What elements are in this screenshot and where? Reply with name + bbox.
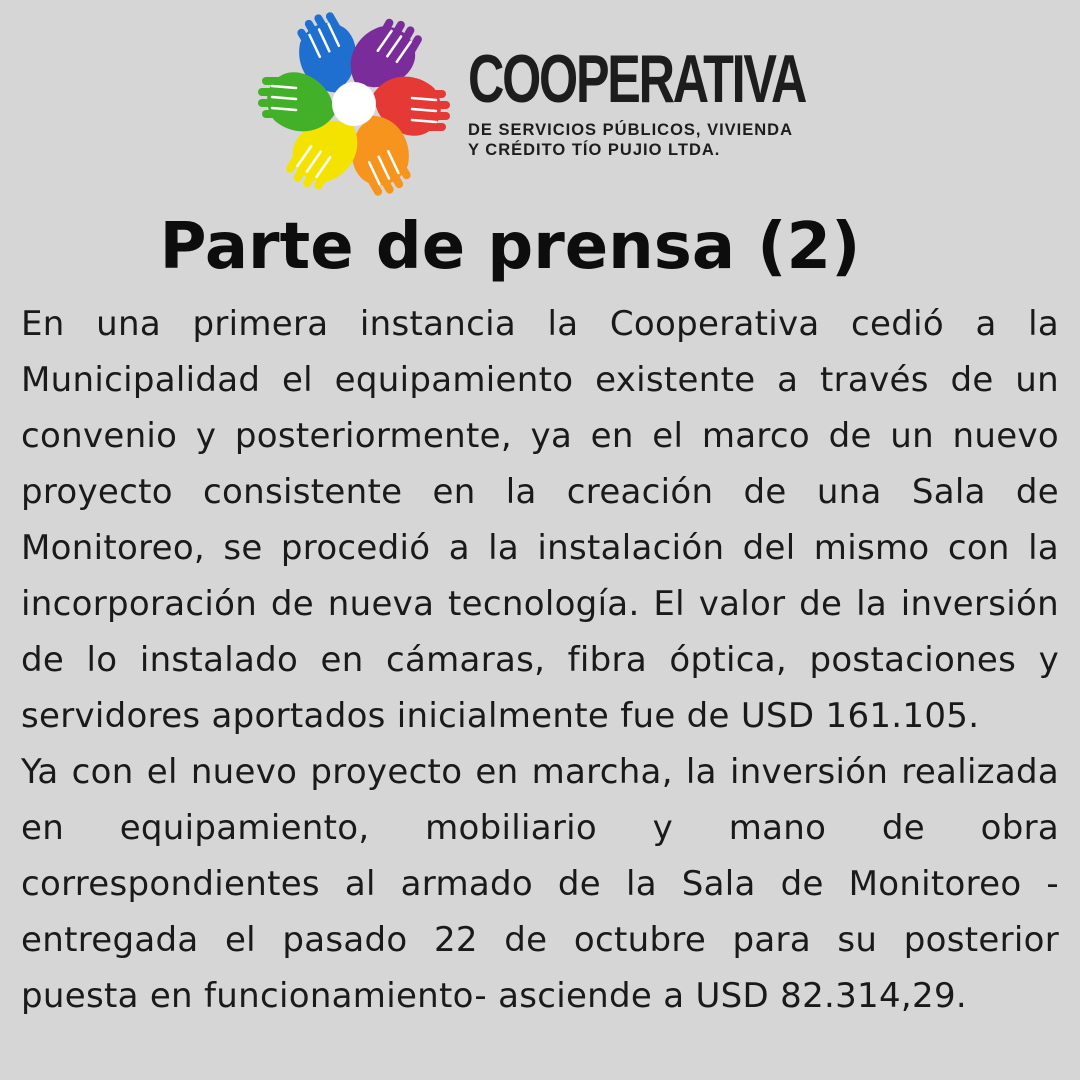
brand-name: COOPERATIVA [468, 41, 806, 117]
brand-subtitle-line1: DE SERVICIOS PÚBLICOS, VIVIENDA [468, 121, 794, 139]
brand-block [468, 41, 888, 160]
brand-subtitle-line2: Y CRÉDITO TÍO PUJIO LTDA. [468, 141, 721, 159]
paragraph-2: Ya con el nuevo proyecto en marcha, la inversión realizada en equipamiento, mobiliario y mano de obra correspondientes al armado de la Sala de Monitoreo -entregada el pasado 22 de octubre para su posterior puesta en funcionamiento- asciende a USD 82.314,29. [21, 752, 1059, 1016]
logo-center [332, 82, 376, 126]
paragraph-1: En una primera instancia la Cooperativa cedió a la Municipalidad el equipamiento existente a través de un convenio y posteriormente, ya en el marco de un nuevo proyecto consistente en la creación de una Sala de Monitoreo, se procedió a la instalación del mismo con la incorporación de nueva tecnología. El valor de la inversión de lo instalado en cámaras, fibra óptica, postaciones y servidores aportados inicialmente fue de USD 161.105. [21, 304, 1059, 736]
press-release-body [21, 296, 1059, 1024]
page-title: Parte de prensa (2) [159, 210, 861, 284]
hands-circle-icon [254, 4, 454, 204]
